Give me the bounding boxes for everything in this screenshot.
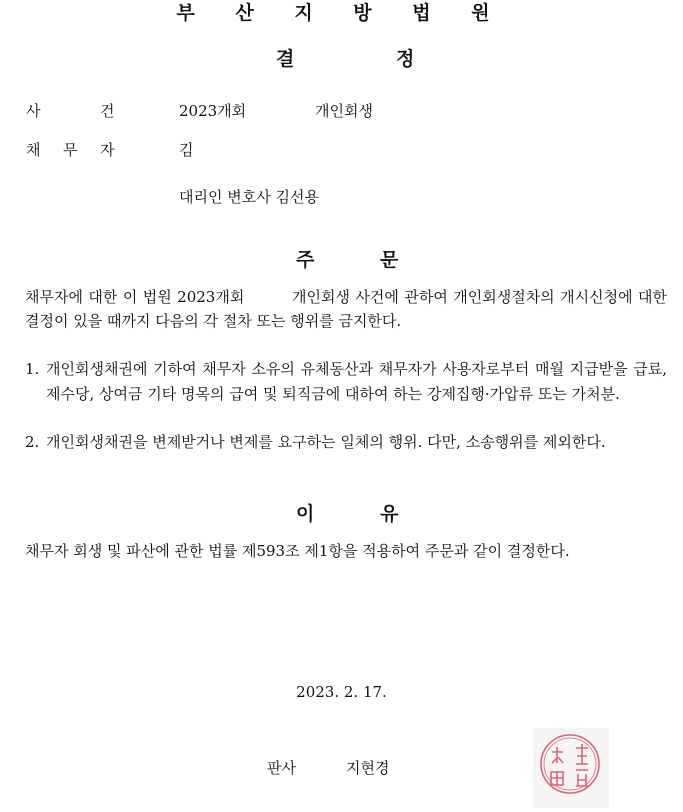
order-heading-right: 문 bbox=[380, 249, 399, 271]
order-item-text: 개인회생채권을 변제받거나 변제를 요구하는 일체의 행위. 다만, 소송행위를 제외한다. bbox=[46, 433, 606, 451]
case-number: 2023개회 bbox=[179, 102, 247, 120]
judge-title: 판사 bbox=[267, 759, 296, 777]
reason-heading-right: 유 bbox=[380, 503, 399, 525]
debtor-label-char: 채 bbox=[26, 141, 41, 159]
reason-text: 채무자 회생 및 파산에 관한 법률 제593조 제1항을 적용하여 주문과 같이 결정한다. bbox=[25, 542, 570, 560]
order-intro: 채무자에 대한 이 법원 2023개회 개인회생 사건에 관하여 개인회생절차의 개시신청에 대한 결정이 있을 때까지 다음의 각 절차 또는 행위를 금지한다. bbox=[25, 288, 667, 330]
order-item-2 bbox=[25, 430, 667, 455]
case-label-char: 사 bbox=[26, 102, 41, 120]
order-item-1 bbox=[25, 357, 667, 406]
seal-stamp-icon bbox=[533, 728, 609, 808]
debtor-name: 김 bbox=[179, 141, 194, 159]
decision-heading-left: 결 bbox=[276, 48, 295, 70]
case-label-char: 건 bbox=[100, 102, 115, 120]
debtor-label-char: 무 bbox=[63, 141, 78, 159]
decision-heading-right: 정 bbox=[396, 48, 415, 70]
case-type: 개인회생 bbox=[315, 102, 373, 120]
debtor-representative: 대리인 변호사 김선용 bbox=[179, 188, 319, 206]
order-heading-left: 주 bbox=[296, 249, 315, 271]
order-item-number: 2. bbox=[25, 433, 40, 451]
reason-heading-left: 이 bbox=[296, 503, 315, 525]
order-item-text: 개인회생채권에 기하여 채무자 소유의 유체동산과 채무자가 사용자로부터 매월 지급받을 급료, 제수당, 상여금 기타 명목의 급여 및 퇴직금에 대하여 하는 강제집행·가압류 또는 가처분. bbox=[46, 360, 667, 403]
court-name: 부 산 지 방 법 원 bbox=[176, 2, 507, 24]
decision-date: 2023. 2. 17. bbox=[296, 683, 387, 701]
order-item-number: 1. bbox=[25, 360, 40, 378]
debtor-label-char: 자 bbox=[100, 141, 115, 159]
court-seal bbox=[533, 728, 609, 808]
judge-name: 지현경 bbox=[346, 759, 390, 777]
